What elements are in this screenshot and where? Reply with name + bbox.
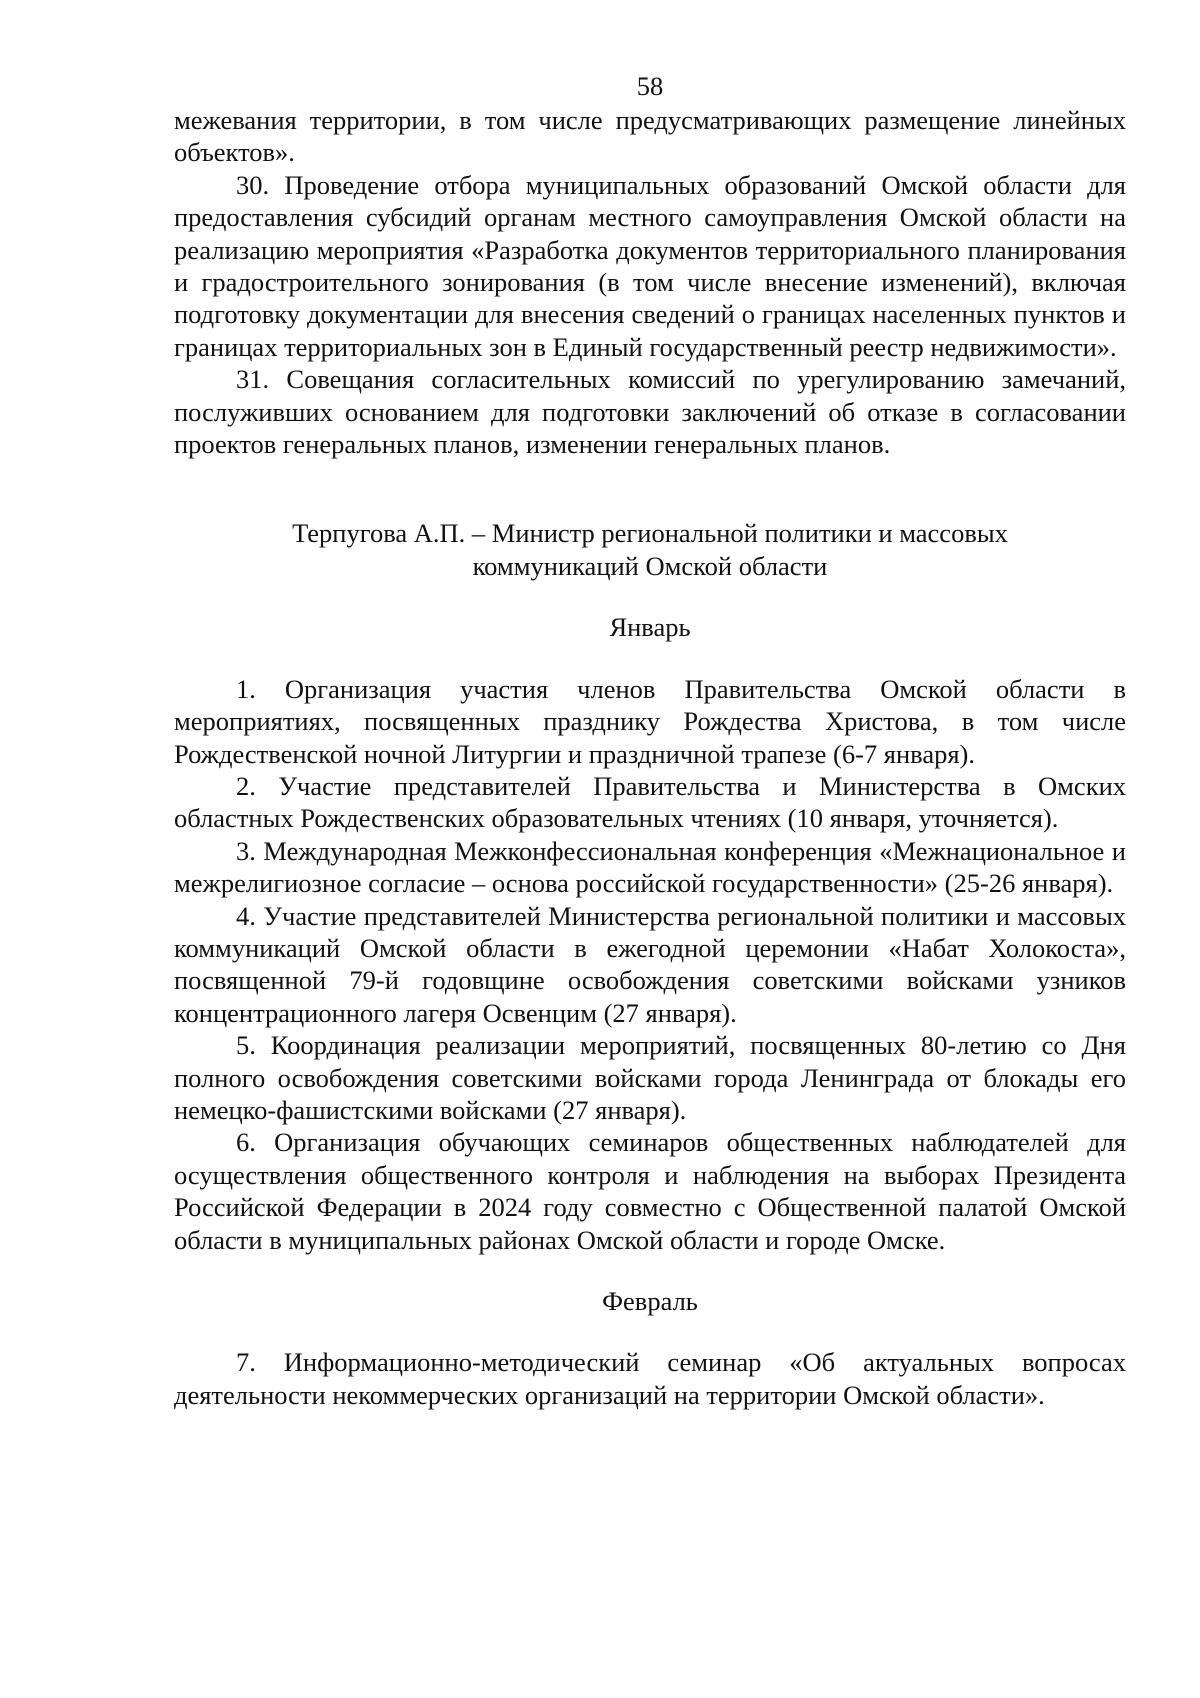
list-item: 1. Организация участия членов Правительства Омской области в мероприятиях, посвященных празднику Рождества Христова, в том числе Рождественской ночной Литургии и праздничной трапезе (6-7 января). [174,673,1126,769]
list-item: 2. Участие представителей Правительства и Министерства в Омских областных Рождественских образовательных чтениях (10 января, уточняется). [174,770,1126,834]
paragraph-item-31: 31. Совещания согласительных комиссий по урегулированию замечаний, послуживших основанием для подготовки заключений об отказе в согласовании проектов генеральных планов, изменении генеральных планов. [174,364,1126,460]
section-heading-line-2: коммуникаций Омской области [472,550,828,581]
list-item: 4. Участие представителей Министерства региональной политики и массовых коммуникаций Омской области в ежегодной церемонии «Набат Холокоста», посвященной 79-й годовщине освобождения советскими войсками узников концентрационного лагеря Освенцим (27 января). [174,900,1126,1028]
month-heading-february: Февраль [602,1286,698,1316]
month-heading-january: Январь [609,612,691,643]
top-section [174,104,1126,460]
paragraph-item-30: 30. Проведение отбора муниципальных образований Омской области для предоставления субсидий органам местного самоуправления Омской области на реализацию мероприятия «Разработка документов территориального планирования и градостроительного зонирования (в том числе внесение изменений), включая подготовку документации для внесения сведений о границах населенных пунктов и границах территориальных зон в Единый государственный реестр недвижимости». [174,169,1126,362]
page-number: 58 [636,71,664,101]
february-list [174,1346,1126,1411]
paragraph-continuation: межевания территории, в том числе предусматривающих размещение линейных объектов». [174,105,1126,168]
list-item: 7. Информационно-методический семинар «Об актуальных вопросах деятельности некоммерческих организаций на территории Омской области». [174,1347,1126,1410]
document-page [174,70,1126,1411]
january-list [174,673,1126,1256]
list-item: 6. Организация обучающих семинаров общественных наблюдателей для осуществления общественного контроля и наблюдения на выборах Президента Российской Федерации в 2024 году совместно с Общественной палатой Омской области в муниципальных районах Омской области и городе Омске. [174,1127,1126,1255]
list-item: 3. Международная Межконфессиональная конференция «Межнациональное и межрелигиозное согласие – основа российской государственности» (25-26 января). [174,835,1126,899]
section-heading-line-1: Терпугова А.П. – Министр региональной политики и массовых [292,518,1008,549]
section-heading [174,517,1126,582]
list-item: 5. Координация реализации мероприятий, посвященных 80-летию со Дня полного освобождения советскими войсками города Ленинграда от блокады его немецко-фашистскими войсками (27 января). [174,1030,1126,1125]
